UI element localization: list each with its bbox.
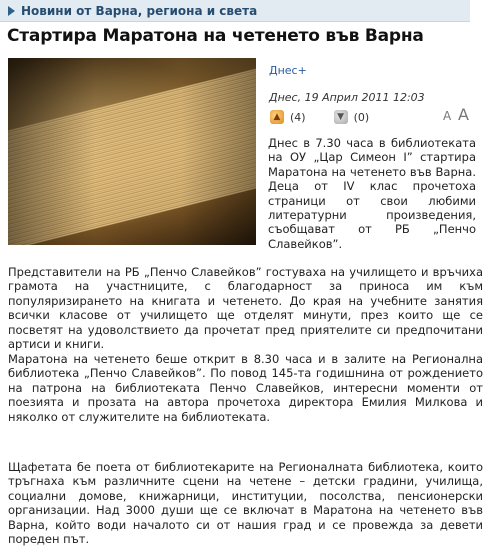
arrow-right-icon (8, 6, 15, 16)
article-photo (8, 58, 256, 245)
font-increase-button[interactable]: A (458, 105, 469, 124)
source-link[interactable]: Днес+ (269, 64, 307, 77)
thumb-up-icon[interactable]: ▲ (270, 110, 284, 124)
section-header (0, 0, 470, 22)
article-paragraph: Щафетата бе поета от библиотекарите на Регионалната библиотека, които тръгнаха към различните сцени на четене – детски градини, училища, социални домове, книжарници, институции, посолства, пенсионерски организации. Над 3000 души ще се включат в Маратона на четенето във Варна, който води началото си от нашия град и се провежда за девети пореден път. (8, 460, 483, 547)
section-link[interactable]: Новини от Варна, региона и света (21, 3, 258, 18)
rating-bar (270, 108, 369, 126)
article-paragraph: Представители на РБ „Пенчо Славейков” гостуваха на училището и връчиха грамота на участниците, с благодарност за приноса им към популяризирането на книгата и четенето. До края на учебните занятия всички класове от училището ще отделят минути, през които ще се посветят на удоволствието да прочетат пред приятелите си предпочитани артиси и книги. (8, 265, 483, 352)
article-paragraph: Днес в 7.30 часа в библиотеката на ОУ „Цар Симеон I” стартира Маратона на четенето във Варна. Деца от IV клас прочетоха страници от свои любими литературни произведения, съобщават от РБ „Пенчо Славейков”. (268, 136, 476, 251)
article-title: Стартира Маратона на четенето във Варна (7, 26, 424, 46)
photo-shade (8, 58, 256, 245)
dislike-count: (0) (353, 110, 370, 124)
article-paragraph: Маратона на четенето беше открит в 8.30 часа и в залите на Регионална библиотека „Пенчо Славейков”. По повод 145-та годишнина от рождението на патрона на библиотеката Пенчо Славейков, интересни моменти от поезията и прозата на автора прочетоха директора Емилия Милкова и няколко от служителите на библиотеката. (8, 352, 483, 424)
thumb-down-icon[interactable]: ▼ (334, 110, 348, 124)
publish-date: Днес, 19 Април 2011 12:03 (269, 91, 425, 104)
font-decrease-button[interactable]: A (443, 109, 452, 123)
like-count: (4) (290, 110, 306, 124)
